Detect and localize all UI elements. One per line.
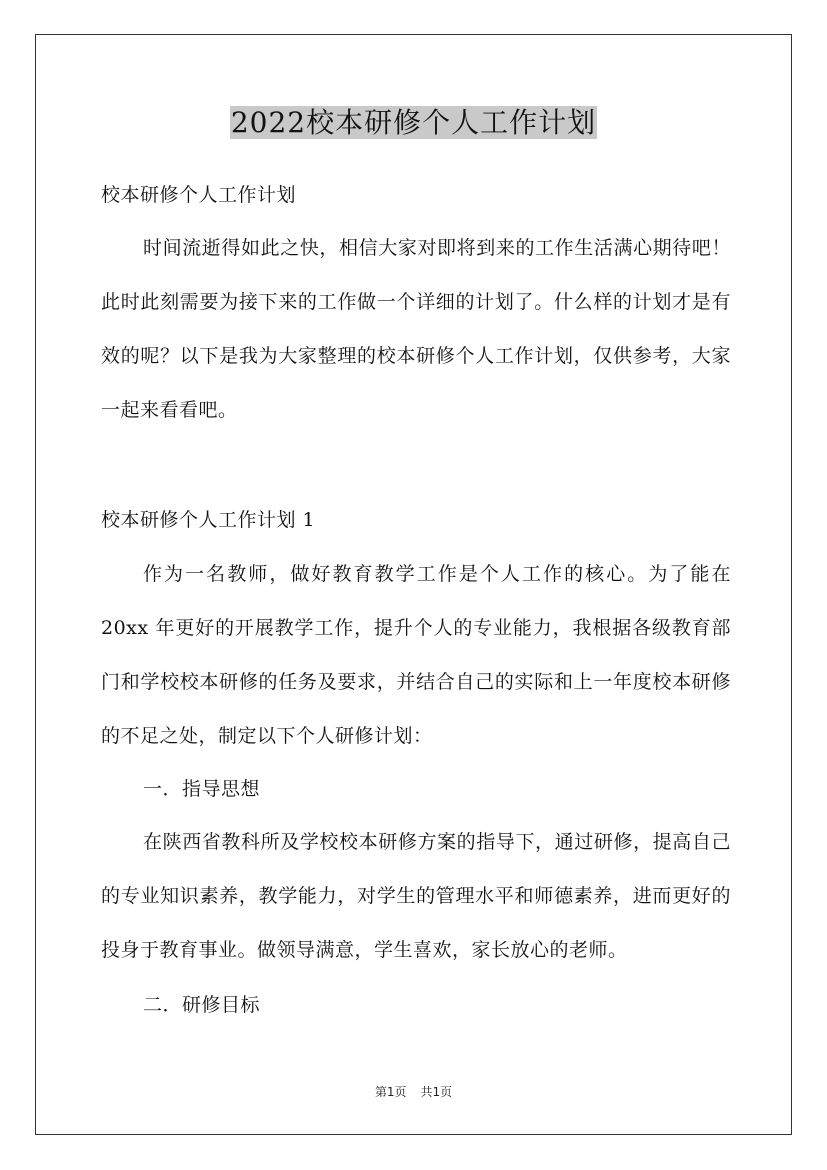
document-title-text: 2022校本研修个人工作计划	[230, 106, 597, 139]
page-total: 共1页	[420, 1085, 453, 1099]
document-title	[0, 103, 827, 143]
page-footer	[0, 1083, 827, 1100]
page-number: 第1页	[374, 1085, 407, 1099]
point-1-paragraph: 在陕西省教科所及学校校本研修方案的指导下，通过研修，提高自己的专业知识素养，教学能力，对学生的管理水平和师德素养，进而更好的投身于教育事业。做领导满意，学生喜欢，家长放心的老师。	[101, 831, 731, 961]
intro-paragraph: 时间流逝得如此之快，相信大家对即将到来的工作生活满心期待吧！此时此刻需要为接下来的工作做一个详细的计划了。什么样的计划才是有效的呢？以下是我为大家整理的校本研修个人工作计划，仅供参考，大家一起来看看吧。	[101, 237, 731, 421]
section-heading: 校本研修个人工作计划 1	[101, 509, 316, 531]
point-1-heading: 一．指导思想	[143, 778, 261, 800]
point-2-heading: 二．研修目标	[143, 994, 261, 1016]
section-paragraph: 作为一名教师，做好教育教学工作是个人工作的核心。为了能在 20xx 年更好的开展教学工作，提升个人的专业能力，我根据各级教育部门和学校校本研修的任务及要求，并结合自己的实际和上一年度校本研修的不足之处，制定以下个人研修计划：	[101, 563, 731, 747]
document-subtitle: 校本研修个人工作计划	[101, 184, 297, 206]
